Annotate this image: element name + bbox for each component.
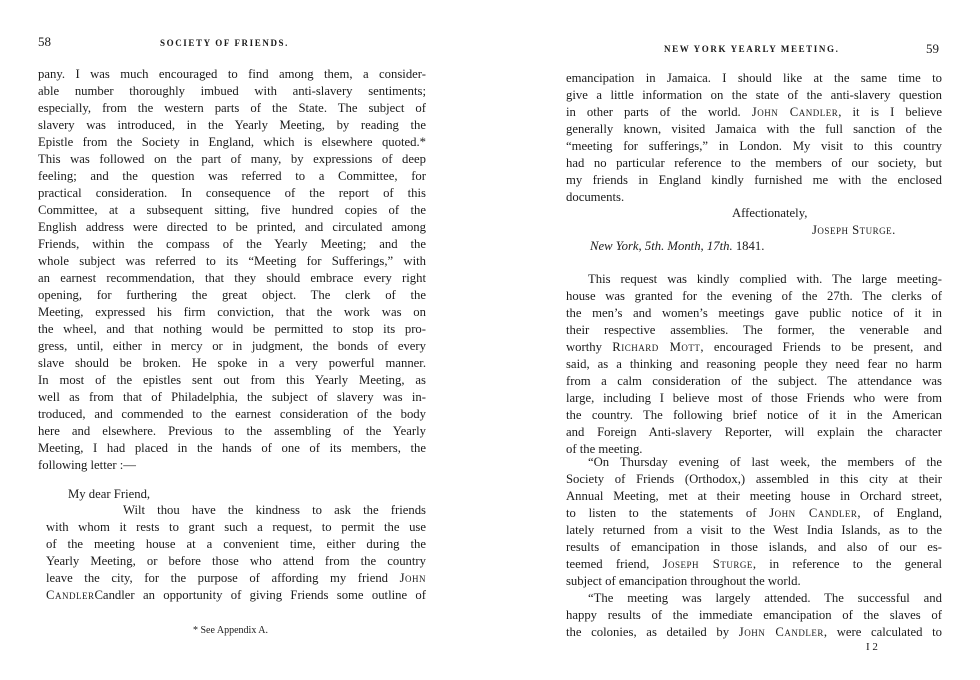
- text-line: Epistle from the Society in England, which is elsewhere quoted.*: [38, 135, 426, 149]
- name-john: John: [399, 571, 426, 585]
- text-line: generally known, visited Jamaica with the full sanction of the: [566, 122, 942, 136]
- page-number: 59: [926, 41, 939, 56]
- text-line: whole subject was referred to its “Meeting for Sufferings,” with: [38, 254, 426, 268]
- text-line: Committee, at a subsequent sitting, five hundred copies of the: [38, 203, 426, 217]
- left-page: [0, 0, 480, 680]
- name-john-candler: John Candler: [751, 105, 839, 119]
- text-line: with whom it rests to grant such a request, to permit the use: [46, 520, 426, 534]
- text-line: able number thoroughly imbued with anti-slavery sentiments;: [38, 84, 426, 98]
- text-line: lately returned from a visit to the West India Islands, as to the: [566, 523, 942, 537]
- text-line: an earnest recommendation, that they should embrace every right: [38, 271, 426, 285]
- page-number: 58: [38, 34, 51, 49]
- text-line: their respective assemblies. The former, the venerable and: [566, 323, 942, 337]
- closing: Affectionately,: [732, 206, 808, 220]
- text-line: from a calm consideration of the subject. The attendance was: [566, 374, 942, 388]
- text-line: [566, 339, 942, 356]
- text-line: documents.: [566, 190, 625, 204]
- footnote: * See Appendix A.: [193, 625, 268, 636]
- text-line: house was granted for the evening of the 27th. The clerks of: [566, 289, 942, 303]
- signature-mark: I 2: [866, 641, 878, 653]
- text-line: Meeting, I had placed in the hands of one of its members, the: [38, 441, 426, 455]
- dateline: [590, 238, 764, 255]
- text-segment: , in reference to the general: [752, 557, 942, 571]
- name-joseph-sturge: Joseph Sturge: [662, 557, 753, 571]
- text-line: gress, until, either in mercy or in judgment, the bonds of every: [38, 339, 426, 353]
- salutation-text: My dear Friend,: [68, 487, 151, 501]
- text-line: [566, 505, 942, 522]
- text-line: especially, from the western parts of the State. The subject of: [38, 101, 426, 115]
- text-segment: to listen to the statements of: [566, 506, 757, 520]
- text-line: Friends, within the compass of the Yearly Meeting; and the: [38, 237, 426, 251]
- text-line: [566, 556, 942, 573]
- text-line: feeling; and the question was referred to a Committee, for: [38, 169, 426, 183]
- text-line: subject of emancipation throughout the world.: [566, 574, 801, 588]
- text-line: slavery was introduced, in the Yearly Meeting, by reading the: [38, 118, 426, 132]
- text-line: opening, for furthering the great object. The clerk of the: [38, 288, 426, 302]
- text-segment: , of England,: [857, 506, 942, 520]
- name-richard-mott: Richard Mott: [612, 340, 701, 354]
- text-line: practical consideration. In consequence of the report of this: [38, 186, 426, 200]
- salutation: [68, 486, 150, 503]
- text-line: slave should be broken. He spoke in a very powerful manner.: [38, 356, 426, 370]
- text-segment: in other parts of the world.: [566, 105, 741, 119]
- dateline-year: 1841.: [735, 239, 765, 253]
- text-line: In most of the epistles sent out from this Yearly Meeting, as: [38, 373, 426, 387]
- text-line: here and elsewhere. Previous to the assembling of the Yearly: [38, 424, 426, 438]
- right-body-block-2: [566, 271, 942, 458]
- text-line: of the meeting.: [566, 442, 643, 456]
- text-line: my friends in England kindly furnished me with the enclosed: [566, 173, 942, 187]
- text-line: had no particular reference to the members of our society, but: [566, 156, 942, 170]
- text-segment: , it is I believe: [838, 105, 942, 119]
- text-line: the country. The following brief notice of it in the American: [566, 408, 942, 422]
- text-line: said, as a thinking and reasoning people they need fear no harm: [566, 357, 942, 371]
- text-line: “On Thursday evening of last week, the members of the: [588, 455, 942, 469]
- text-line: troduced, and commended to the earnest consideration of the body: [38, 407, 426, 421]
- text-line: [46, 587, 426, 604]
- text-line: [566, 104, 942, 121]
- text-line: of the meeting house at a convenient time, either during the: [46, 537, 426, 551]
- signature: Joseph Sturge.: [812, 223, 896, 237]
- text-line: “The meeting was largely attended. The successful and: [588, 591, 942, 605]
- text-line: emancipation in Jamaica. I should like at the same time to: [566, 71, 942, 85]
- text-segment: teemed friend,: [566, 557, 650, 571]
- text-line: Meeting, expressed his firm conviction, that the work was on: [38, 305, 426, 319]
- text-line: large, including I believe most of those Friends who were from: [566, 391, 942, 405]
- text-line: give a little information on the state of the anti-slavery question: [566, 88, 942, 102]
- text-line: Wilt thou have the kindness to ask the friends: [123, 503, 426, 517]
- running-head: NEW YORK YEARLY MEETING.: [664, 44, 840, 54]
- text-line: This request was kindly complied with. The large meeting-: [588, 272, 942, 286]
- dateline-place: New York, 5th. Month, 17th.: [590, 239, 733, 253]
- left-body-text: [38, 66, 426, 474]
- running-head: SOCIETY OF FRIENDS.: [160, 38, 289, 48]
- name-candler: Candler: [46, 588, 95, 602]
- text-line: “meeting for sufferings,” in London. My visit to this country: [566, 139, 942, 153]
- text-line: Yearly Meeting, or before those who attend from the country: [46, 554, 426, 568]
- right-page: [490, 0, 980, 680]
- text-segment: Candler an opportunity of giving Friends some outline of: [94, 588, 426, 602]
- text-line: pany. I was much encouraged to find among them, a consider-: [38, 67, 426, 81]
- text-segment: , encouraged Friends to be present, and: [700, 340, 942, 354]
- name-john-candler: John Candler: [738, 625, 824, 639]
- text-segment: the colonies, as detailed by: [566, 625, 730, 639]
- text-line: [46, 570, 426, 587]
- text-segment: leave the city, for the purpose of affording my friend: [46, 571, 389, 585]
- text-line: the men’s and women’s meetings gave public notice of it in: [566, 306, 942, 320]
- text-segment: , were calculated to: [823, 625, 942, 639]
- text-line: the wheel, and that nothing would be permitted to stop its pro-: [38, 322, 426, 336]
- text-segment: worthy: [566, 340, 602, 354]
- text-line: Annual Meeting, met at their meeting house in Orchard street,: [566, 489, 942, 503]
- text-line: English address were directed to be printed, and circulated among: [38, 220, 426, 234]
- name-john-candler: John Candler: [769, 506, 858, 520]
- text-line: well as from that of Philadelphia, the subject of slavery was in-: [38, 390, 426, 404]
- text-line: This was followed on the part of many, by expressions of deep: [38, 152, 426, 166]
- right-body-block-3: [566, 454, 942, 641]
- text-line: happy results of the immediate emancipation of the slaves of: [566, 608, 942, 622]
- text-line: and Foreign Anti-slavery Reporter, will explain the character: [566, 425, 942, 439]
- text-line: results of emancipation in those islands, and also of our es-: [566, 540, 942, 554]
- text-line: following letter :—: [38, 458, 136, 472]
- letter-body: [46, 502, 426, 604]
- text-line: Society of Friends (Orthodox,) assembled in this city at their: [566, 472, 942, 486]
- text-line: [566, 624, 942, 641]
- right-body-block-1: [566, 70, 942, 206]
